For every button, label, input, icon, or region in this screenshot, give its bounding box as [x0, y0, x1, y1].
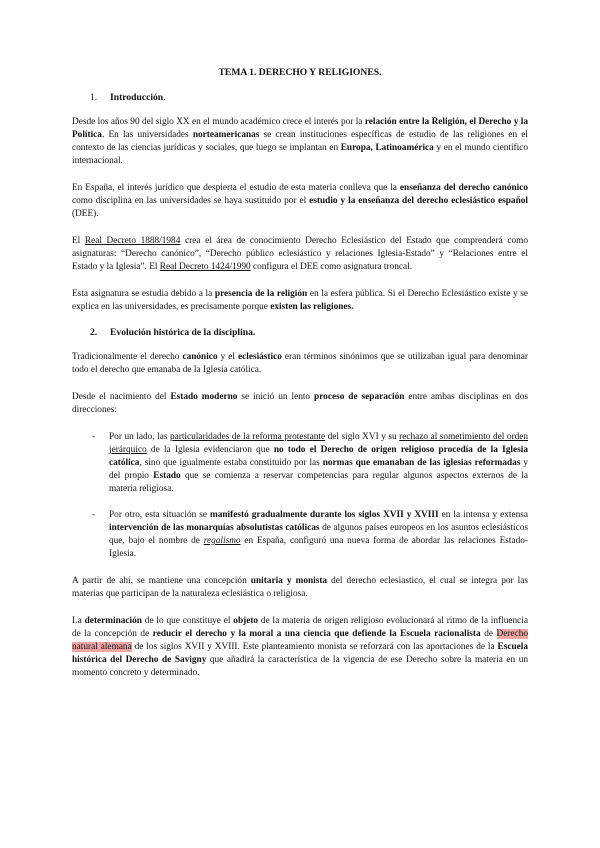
text-run: crea el área de conocimiento Derecho Eclesiástico del Estado que comprenderá como asignaturas: “Derecho canónico”, “Derecho público eclesiástico y relaciones Iglesia-Estado” y “Relaciones entre el Estado y la Iglesia”. El — [72, 236, 528, 272]
paragraph-2 — [72, 182, 528, 221]
document-page — [72, 66, 528, 680]
bold-run: unitaria y monista — [250, 576, 328, 586]
text-run: Esta asignatura se estudia debido a la — [72, 289, 215, 299]
paragraph-5 — [72, 351, 528, 377]
bold-run: relación entre la Religión, el Derecho y la Política — [72, 117, 528, 140]
text-run: El — [72, 236, 85, 246]
paragraph-3 — [72, 235, 528, 274]
text-run: eran términos sinónimos que se utilizaban igual para denominar todo el derecho que emanaba de la Iglesia católica. — [72, 352, 528, 375]
text-run: En España, el interés jurídico que despierta el estudio de esta materia conlleva que la — [72, 183, 400, 193]
text-run: se inició un lento — [237, 392, 315, 402]
text-run: de los siglos XVII y XVIII. Este planteamiento monista se reforzará con las aportaciones de la — [131, 642, 498, 652]
bullet-list — [72, 431, 528, 561]
section-heading-evolucion — [90, 326, 528, 339]
bold-run: objeto — [233, 616, 259, 626]
text-run: que añadirá la característica de la vigencia de ese Derecho sobre la materia en un momento concreto y determinado. — [72, 655, 528, 678]
bold-run: Escuela histórica del Derecho de Savigny — [72, 642, 528, 665]
bullet-item-2 — [72, 509, 528, 561]
text-run: Por un lado, las — [109, 432, 170, 442]
text-run: en la esfera pública. Si el Derecho Eclesiástico existe y se explica en las universidades, es precisamente porque — [72, 289, 528, 312]
bold-run: manifestó gradualmente durante los siglos XVII y XVIII — [209, 510, 439, 520]
text-run: en España, configuró una nueva forma de abordar las relaciones Estado-Iglesia. — [109, 536, 528, 559]
text-run: y en el mundo científico internacional. — [72, 143, 529, 166]
bullet-item-1 — [72, 431, 528, 496]
text-run: que se comienza a reservar competencias para regular algunos aspectos externos de la materia religiosa. — [109, 471, 529, 494]
text-run: se crean instituciones específicas de estudio de las religiones en el contexto de las ciencias jurídicas y sociales, que luego se implantan en — [72, 130, 528, 153]
text-run: del siglo XVI y su — [325, 432, 400, 442]
bullet-dash: - — [92, 510, 96, 520]
section-number: 2. — [90, 327, 98, 338]
paragraph-6 — [72, 391, 528, 417]
underlined-run: particularidades de la reforma protestante — [169, 432, 326, 442]
underlined-run: Real Decreto 1888/1984 — [84, 236, 181, 246]
paragraph-1 — [72, 116, 528, 168]
bold-run: canónico — [182, 352, 218, 362]
paragraph-4 — [72, 288, 528, 314]
text-run: A partir de ahí, se mantiene una concepción — [72, 576, 251, 586]
text-run: en la intensa y extensa — [438, 510, 528, 520]
text-run: (DEE). — [72, 209, 99, 219]
text-run: y del propio — [109, 458, 528, 481]
bold-run: existen las religiones. — [270, 302, 354, 312]
text-run: de algunos países europeos en los asuntos eclesiásticos que, bajo el nombre de — [109, 523, 528, 546]
text-run: como disciplina en las universidades se haya sustituido por el — [72, 196, 310, 206]
text-run: entre ambas disciplinas en dos direcciones: — [72, 392, 529, 415]
bold-run: determinación — [84, 616, 142, 626]
text-run: configura el DEE como asignatura troncal. — [250, 262, 413, 272]
text-run: . En las universidades — [101, 130, 193, 140]
bold-run: presencia de la religión — [214, 289, 308, 299]
text-run: de la Iglesia evidenciaron que — [146, 445, 274, 455]
text-run: , sino que igualmente estaba constituido por las — [139, 458, 323, 468]
bold-run: reducir el derecho y la moral a una ciencia que defiende la Escuela racionalista — [152, 629, 481, 639]
bold-run: Europa, Latinoamérica — [340, 143, 434, 153]
text-run: del derecho eclesiastico, el cual se integra por las materias que participan de la naturaleza eclesiástica o religiosa. — [72, 576, 528, 599]
bold-run: intervención de las monarquías absolutistas católicas — [109, 523, 320, 533]
section-label: Evolución histórica de la disciplina. — [110, 327, 256, 338]
section-heading-introduccion — [90, 91, 528, 104]
document-title: TEMA 1. DERECHO Y RELIGIONES. — [218, 67, 382, 78]
highlighted-run: Derecho natural alemana — [72, 629, 528, 652]
section-label: Introducción — [110, 92, 164, 103]
bold-run: eclesiástico — [237, 352, 282, 362]
text-run: Tradicionalmente el derecho — [72, 352, 183, 362]
bullet-dash: - — [92, 432, 96, 442]
bold-run: estudio y la enseñanza del derecho eclesiástico español — [309, 196, 528, 206]
text-run: de lo que constituye el — [141, 616, 234, 626]
section-period: . — [163, 92, 166, 103]
text-run: Por otro, esta situación se — [109, 510, 210, 520]
bold-run: Estado — [153, 471, 181, 481]
text-run: Desde el nacimiento del — [72, 392, 171, 402]
bold-run: no todo el Derecho de origen religioso procedía de la Iglesia católica — [109, 445, 528, 468]
text-run: La — [72, 616, 85, 626]
bold-run: proceso de separación — [314, 392, 405, 402]
underlined-run: rechazo al sometimiento del orden jerárquico — [109, 432, 528, 455]
underlined-run: Real Decreto 1424/1990 — [159, 262, 251, 272]
text-run: de — [480, 629, 497, 639]
text-run: de la materia de origen religioso evolucionará al ritmo de la influencia de la concepción de — [72, 616, 528, 639]
bold-run: normas que emanaban de las iglesias reformadas — [322, 458, 521, 468]
bold-run: norteamericanas — [192, 130, 260, 140]
bold-run: enseñanza del derecho canónico — [399, 183, 529, 193]
paragraph-8 — [72, 615, 528, 680]
text-run: Desde los años 90 del siglo XX en el mundo académico crece el interés por la — [72, 117, 365, 127]
bold-run: Estado moderno — [170, 392, 238, 402]
paragraph-7 — [72, 575, 528, 601]
bullet-spacer — [72, 496, 528, 509]
underlined-italic-run: regalismo — [203, 536, 241, 546]
section-number: 1. — [90, 92, 98, 103]
text-run: y el — [217, 352, 238, 362]
